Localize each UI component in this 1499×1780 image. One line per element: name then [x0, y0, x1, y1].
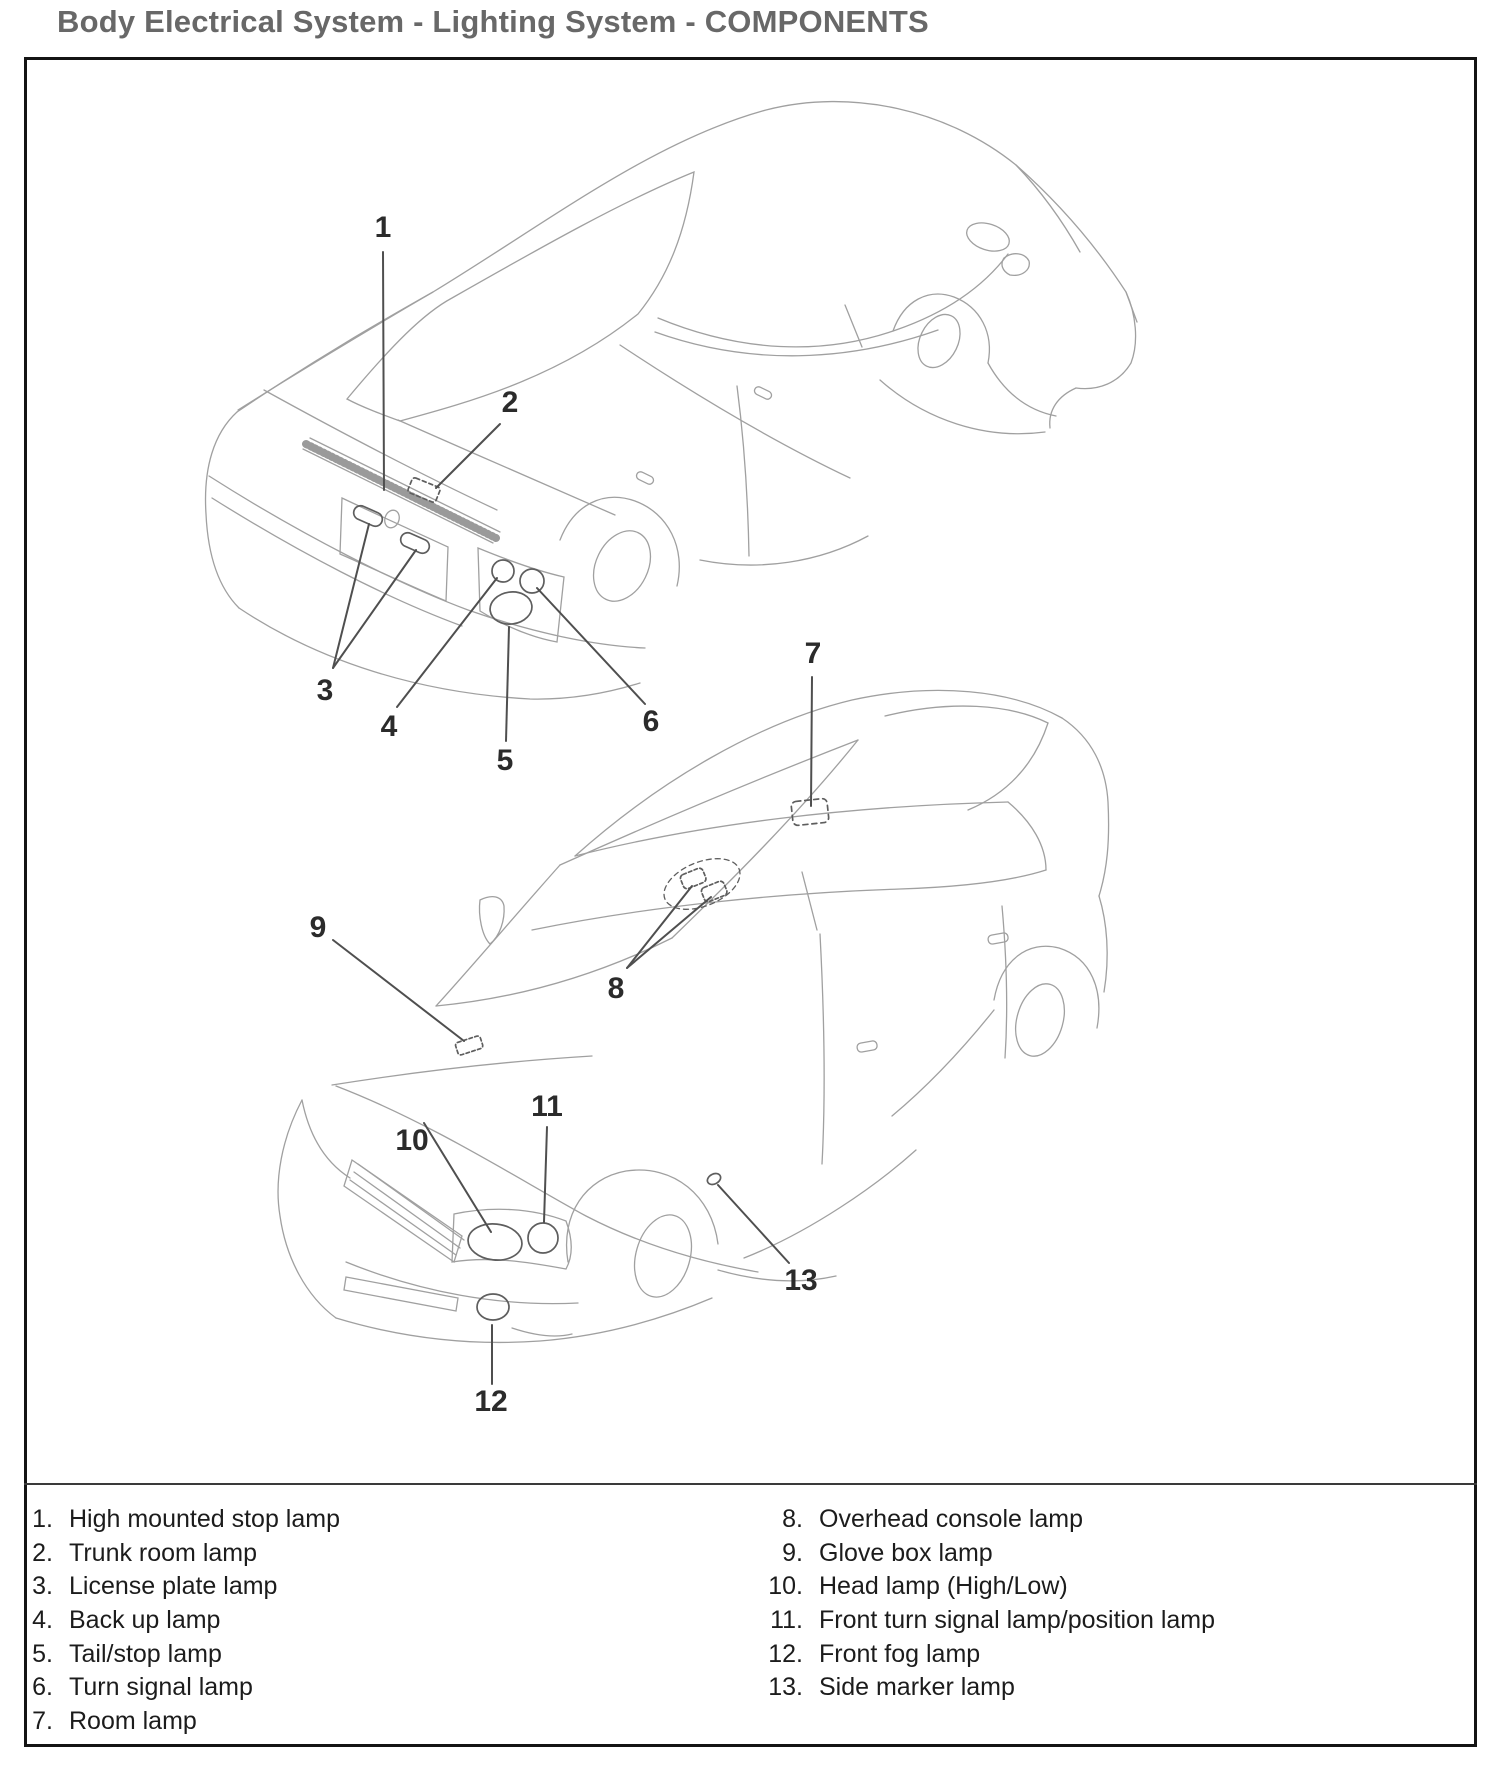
side-glass-sill — [655, 330, 938, 356]
legend-item-1 — [8, 1503, 648, 1537]
callout-label-13: 13 — [784, 1264, 818, 1297]
legend-item-8 — [757, 1503, 1457, 1537]
legend-item-label: Trunk room lamp — [69, 1538, 258, 1567]
callout-label-10: 10 — [395, 1124, 429, 1157]
rear-bumper-edge — [1099, 896, 1107, 992]
headlight-far — [963, 218, 1013, 256]
legend-item-number: 7. — [32, 1706, 53, 1735]
headlamp-housing — [452, 1209, 571, 1269]
leader-1 — [383, 252, 384, 490]
front-corner-edge — [278, 1100, 336, 1318]
legend-item-11 — [757, 1604, 1457, 1638]
legend-item-number: 3. — [32, 1572, 53, 1601]
side-marker-lamp-shape — [705, 1171, 722, 1186]
legend-item-4 — [8, 1604, 648, 1638]
front-turn-signal-lamp-shape — [528, 1223, 558, 1253]
leader-9 — [333, 940, 464, 1041]
leader-10 — [424, 1123, 491, 1232]
rear-glass-top — [885, 706, 1048, 723]
legend-item-number: 8. — [782, 1505, 803, 1534]
grille-slat-2 — [354, 1172, 460, 1248]
legend-item-13 — [757, 1671, 1457, 1705]
beltline — [532, 870, 1046, 930]
overhead-console-lamp-1 — [679, 867, 707, 890]
legend-item-number: 13. — [768, 1673, 803, 1702]
a-pillar-front-line — [1016, 165, 1080, 252]
legend-item-number: 10. — [768, 1572, 803, 1601]
room-lamp-shape — [791, 798, 829, 826]
door-mirror — [479, 897, 504, 944]
callout-label-3: 3 — [316, 674, 334, 707]
rear-tire — [1008, 978, 1073, 1062]
page-title: Body Electrical System - Lighting System - COMPONENTS — [57, 4, 929, 39]
grille-slat-1 — [358, 1164, 464, 1240]
legend-item-number: 1. — [32, 1505, 53, 1534]
rear-glass-side — [968, 723, 1048, 810]
callout-label-1: 1 — [374, 211, 392, 244]
door-cut-rear — [1002, 906, 1007, 1058]
leader-4 — [397, 578, 497, 707]
license-plate-recess — [340, 498, 448, 601]
legend-item-6 — [8, 1671, 648, 1705]
hood-left-edge — [302, 1100, 350, 1178]
windshield-base — [436, 938, 672, 1006]
rear-left-edge — [206, 412, 239, 608]
rear-tire — [582, 521, 661, 610]
rear-window — [347, 172, 694, 421]
trunk-lip-edge-low — [303, 449, 493, 543]
windshield-right-edge — [672, 740, 858, 938]
quarter-panel-line — [892, 1010, 994, 1116]
rear-view-car-drawing — [206, 102, 1137, 700]
callout-label-6: 6 — [642, 705, 660, 738]
front-lower-line — [988, 363, 1056, 416]
rear-wheel-arch — [994, 946, 1099, 1028]
door-cut — [737, 386, 749, 556]
roofline — [237, 102, 1137, 412]
trunk-crease — [264, 390, 497, 510]
legend-item-label: Room lamp — [69, 1706, 197, 1735]
legend-item-label: Front turn signal lamp/position lamp — [819, 1606, 1216, 1635]
legend-item-3 — [8, 1570, 648, 1604]
legend-item-7 — [8, 1705, 648, 1739]
door-handle-1 — [753, 385, 773, 400]
front-wheel-arch — [893, 294, 989, 363]
door-handle-rear — [987, 932, 1008, 944]
front-tire — [910, 308, 969, 375]
callout-label-5: 5 — [496, 744, 514, 777]
legend-item-number: 11. — [770, 1606, 803, 1635]
quarter-window-edge — [1008, 802, 1046, 870]
rocker-line — [700, 536, 868, 565]
legend-item-number: 5. — [32, 1639, 53, 1668]
leader-6 — [537, 588, 645, 704]
leader-13 — [718, 1185, 789, 1263]
legend-item-9 — [757, 1537, 1457, 1571]
leader-2 — [436, 424, 500, 488]
front-bumper-corner — [1050, 388, 1076, 428]
door-cut-front — [820, 934, 824, 1164]
door-handle-2 — [635, 470, 655, 485]
leader-8a — [627, 886, 692, 968]
callout-label-8: 8 — [607, 972, 625, 1005]
legend-item-number: 2. — [32, 1538, 53, 1567]
callout-label-4: 4 — [380, 710, 398, 743]
legend-item-12 — [757, 1637, 1457, 1671]
leader-3b — [333, 550, 416, 668]
grille-slat-3 — [350, 1180, 456, 1255]
legend-item-label: Head lamp (High/Low) — [819, 1572, 1068, 1601]
legend-item-number: 12. — [768, 1639, 803, 1668]
legend-item-number: 4. — [32, 1606, 53, 1635]
sill-front — [512, 1328, 572, 1336]
front-view-lamp-shapes — [455, 798, 829, 1320]
legend-item-5 — [8, 1637, 648, 1671]
b-pillar — [845, 305, 862, 347]
callout-label-7: 7 — [804, 637, 822, 670]
callout-label-11: 11 — [531, 1090, 563, 1123]
legend-item-label: Side marker lamp — [819, 1673, 1015, 1702]
overhead-console-lamp-2 — [700, 880, 728, 903]
front-fog-lamp-shape — [477, 1294, 509, 1320]
door-handle-front — [856, 1040, 877, 1052]
leader-3a — [333, 524, 369, 668]
head-lamp-shape — [466, 1221, 523, 1262]
b-pillar — [802, 872, 817, 930]
underbody-line — [718, 1270, 836, 1281]
fender-line — [880, 380, 1045, 434]
rear-bumper-line-2 — [212, 498, 462, 626]
leader-5 — [506, 627, 509, 741]
beltline — [620, 345, 850, 478]
legend-item-label: License plate lamp — [69, 1572, 278, 1601]
callout-label-9: 9 — [309, 911, 327, 944]
legend-item-label: Glove box lamp — [819, 1538, 993, 1567]
legend-item-label: Front fog lamp — [819, 1639, 981, 1668]
tail-lamp-housing — [478, 548, 564, 642]
legend-item-label: Tail/stop lamp — [69, 1639, 222, 1668]
bumper-bottom — [336, 1298, 712, 1342]
trunk-lip-hatch — [306, 444, 496, 538]
front-wheel-arch — [567, 1170, 718, 1262]
legend-item-label: High mounted stop lamp — [69, 1505, 340, 1534]
side-glass-top — [658, 254, 1008, 347]
front-fascia-edge — [1076, 292, 1136, 389]
tail-stop-lamp-shape — [488, 589, 534, 627]
cowl-line — [332, 1056, 592, 1085]
legend-item-label: Overhead console lamp — [819, 1505, 1084, 1534]
legend-item-label: Back up lamp — [69, 1606, 221, 1635]
front-view-car-drawing — [278, 690, 1109, 1342]
legend-column-left — [8, 1503, 648, 1738]
legend-item-label: Turn signal lamp — [69, 1673, 253, 1702]
legend-item-number: 6. — [32, 1673, 53, 1702]
rear-wheel-arch — [560, 497, 679, 586]
door-mirror-far — [1002, 254, 1029, 276]
leader-11 — [544, 1127, 547, 1222]
rear-deck-edge — [1062, 718, 1109, 896]
callout-label-2: 2 — [501, 386, 519, 419]
legend-item-number: 9. — [782, 1538, 803, 1567]
leader-7 — [811, 677, 812, 806]
legend-column-right — [757, 1503, 1457, 1705]
legend-item-10 — [757, 1570, 1457, 1604]
trunk-emblem — [382, 508, 401, 530]
turn-signal-lamp-shape — [520, 569, 544, 593]
bumper-intake-slot — [344, 1277, 458, 1311]
callout-label-12: 12 — [474, 1385, 508, 1418]
legend-item-2 — [8, 1537, 648, 1571]
